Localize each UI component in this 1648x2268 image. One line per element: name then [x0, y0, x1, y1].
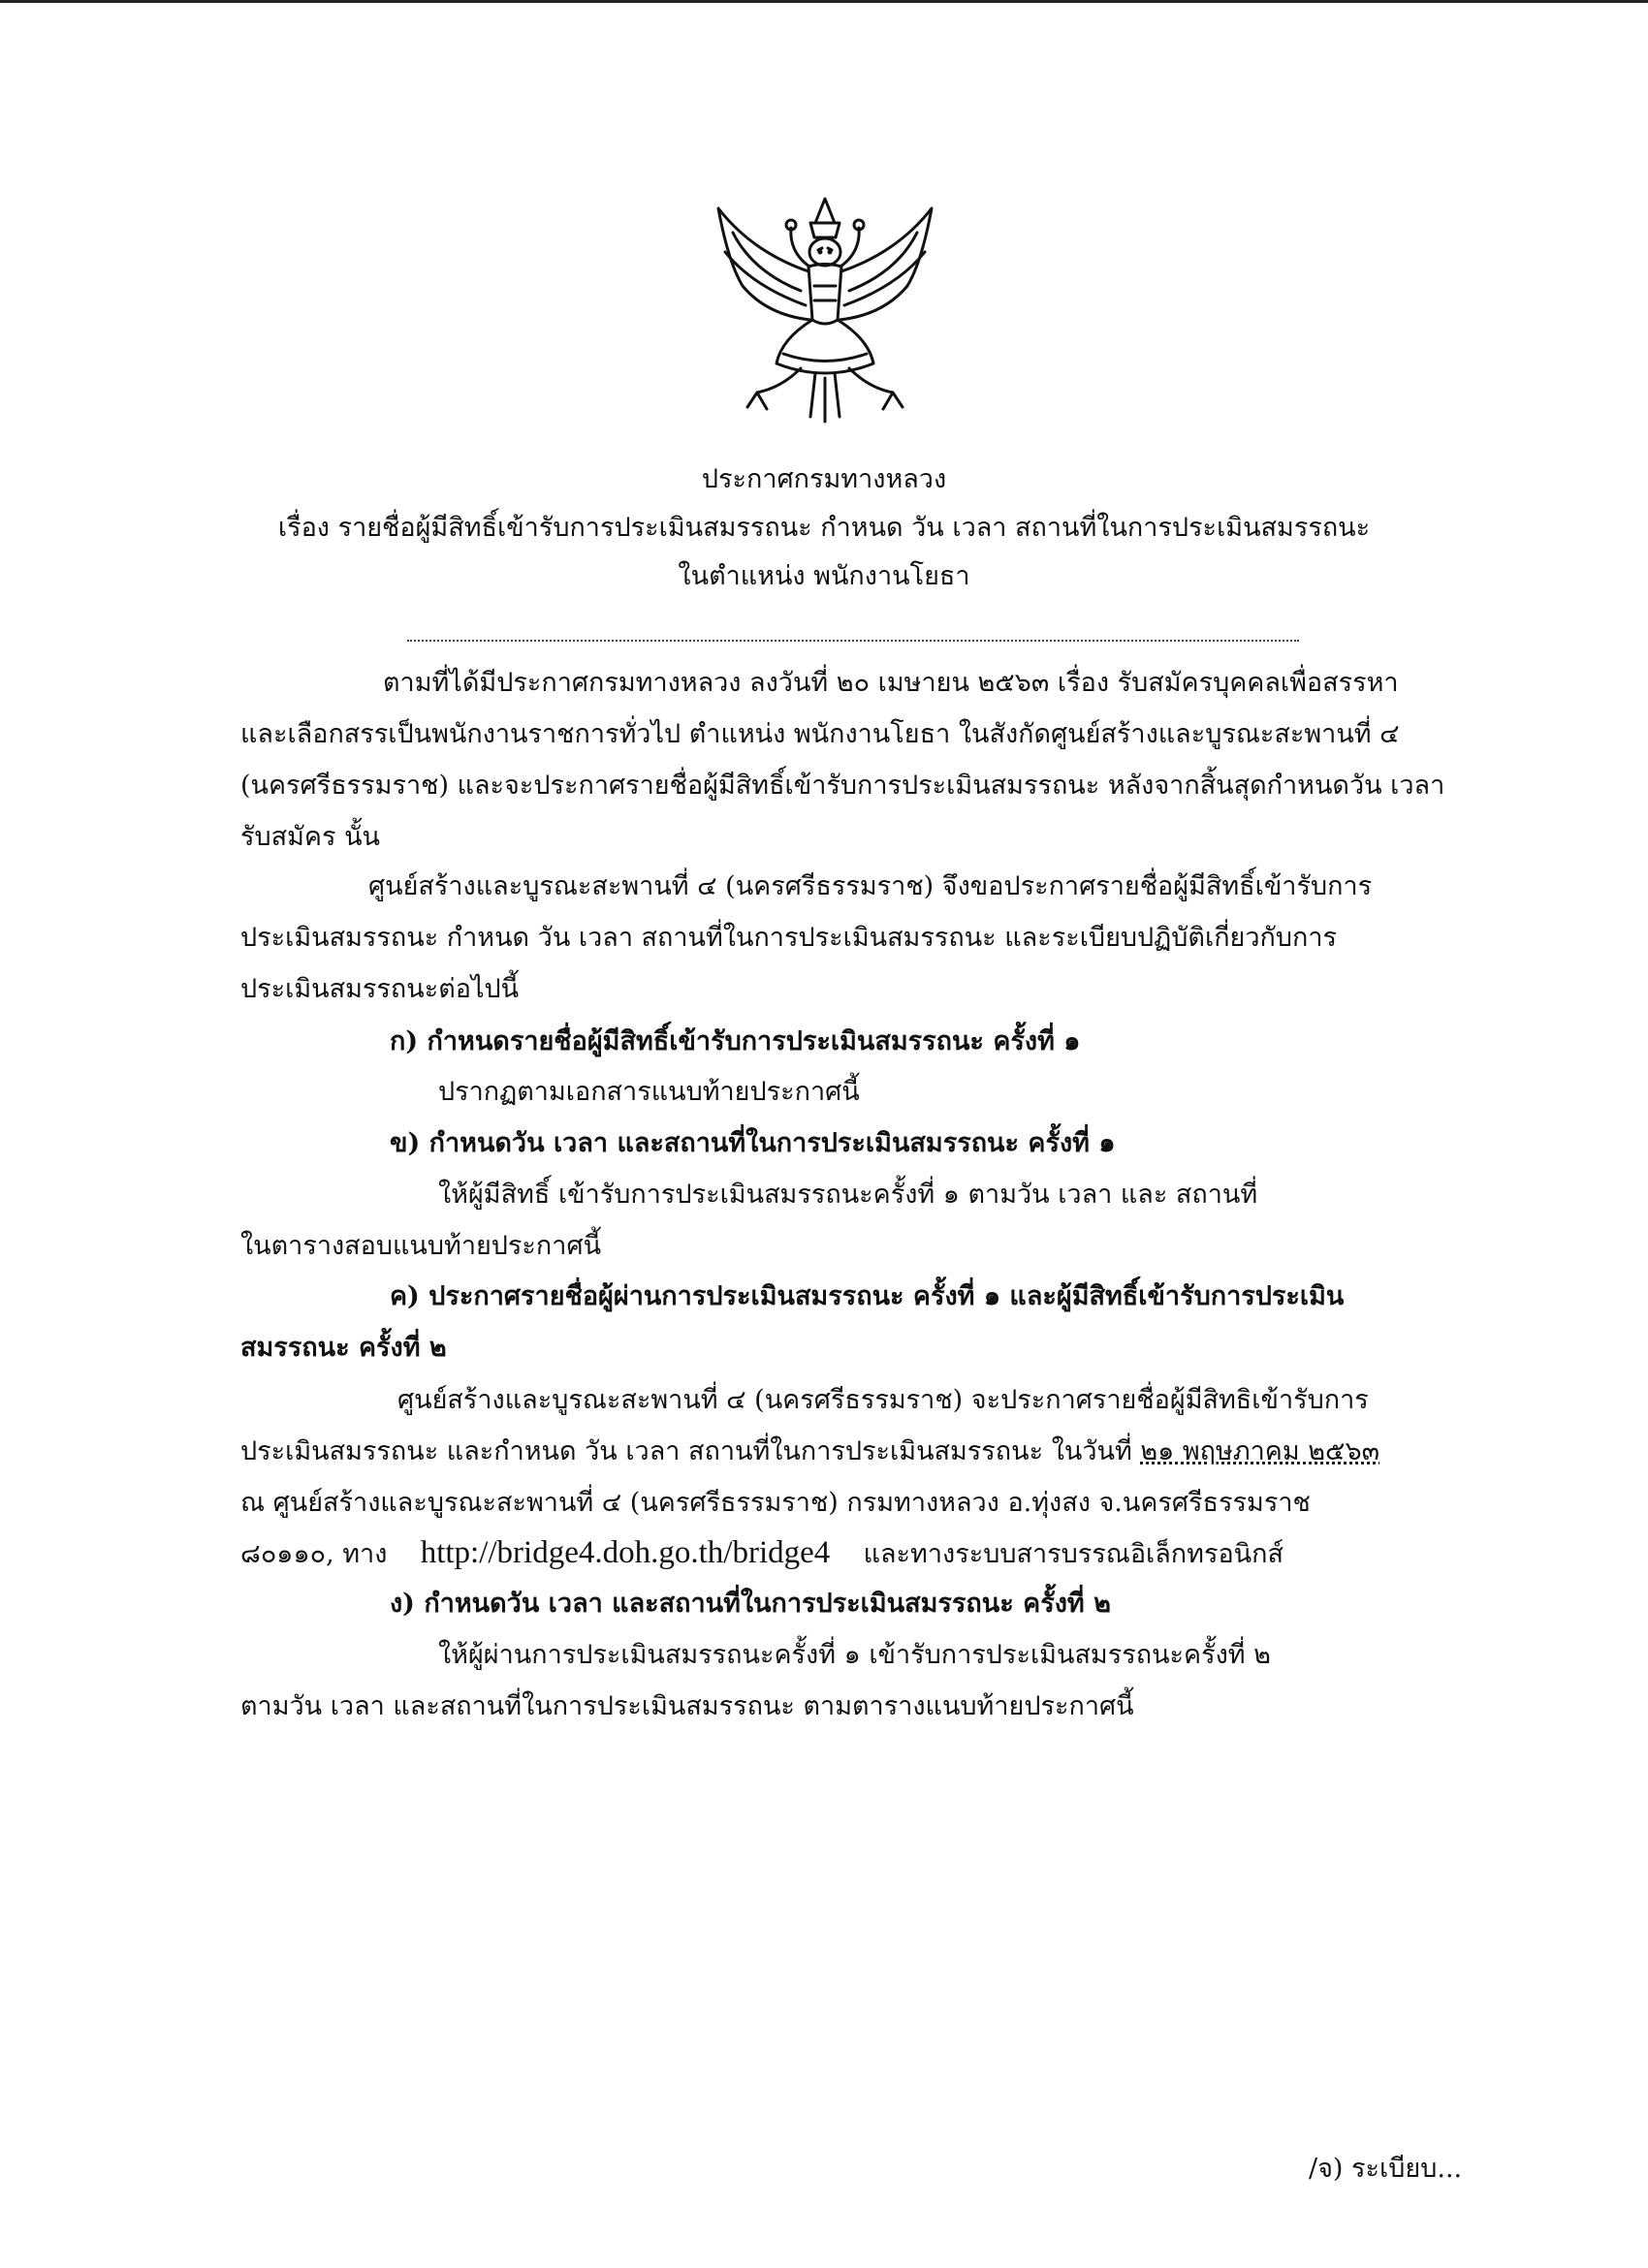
section-b-body-line1: ให้ผู้มีสิทธิ์ เข้ารับการประเมินสมรรถนะครั้งที่ ๑ ตามวัน เวลา และ สถานที่: [438, 1180, 1258, 1210]
section-c-body-line3: ณ ศูนย์สร้างและบูรณะสะพานที่ ๔ (นครศรีธรรมราช) กรมทางหลวง อ.ทุ่งสง จ.นครศรีธรรมราช: [240, 1488, 1311, 1518]
continuation-marker: /จ) ระเบียบ...: [1309, 2154, 1463, 2184]
section-b-body-line2: ในตารางสอบแนบท้ายประกาศนี้: [240, 1231, 602, 1261]
section-c-body-line2-text: ประเมินสมรรถนะ และกำหนด วัน เวลา สถานที่ในการประเมินสมรรถนะ ในวันที่: [240, 1436, 1132, 1466]
para1-line2: และเลือกสรรเป็นพนักงานราชการทั่วไป ตำแหน่ง พนักงานโยธา ในสังกัดศูนย์สร้างและบูรณะสะพานที่ ๔: [240, 719, 1400, 749]
scan-top-border: [0, 0, 1648, 3]
postcode-text: ๘๐๑๑๐, ทาง: [240, 1539, 388, 1569]
bridge4-link[interactable]: http://bridge4.doh.go.th/bridge4: [420, 1535, 831, 1570]
para2-line1: ศูนย์สร้างและบูรณะสะพานที่ ๔ (นครศรีธรรมราช) จึงขอประกาศรายชื่อผู้มีสิทธิ์เข้ารับการ: [368, 871, 1373, 901]
para2-line2: ประเมินสมรรถนะ กำหนด วัน เวลา สถานที่ในการประเมินสมรรถนะ และระเบียบปฏิบัติเกี่ยวกับการ: [240, 923, 1338, 953]
section-d-heading: ง) กำหนดวัน เวลา และสถานที่ในการประเมินสมรรถนะ ครั้งที่ ๒: [390, 1589, 1111, 1619]
section-c-body-line2: [240, 1433, 1379, 1471]
para1-line1: ตามที่ได้มีประกาศกรมทางหลวง ลงวันที่ ๒๐ เมษายน ๒๕๖๓ เรื่อง รับสมัครบุคคลเพื่อสรรหา: [383, 668, 1399, 698]
section-c-heading-line1: ค) ประกาศรายชื่อผู้ผ่านการประเมินสมรรถนะ ครั้งที่ ๑ และผู้มีสิทธิ์เข้ารับการประเมิน: [390, 1281, 1345, 1311]
para1-line4: รับสมัคร นั้น: [240, 822, 380, 852]
garuda-emblem: [713, 194, 936, 426]
section-d-body-line1: ให้ผู้ผ่านการประเมินสมรรถนะครั้งที่ ๑ เข้ารับการประเมินสมรรถนะครั้งที่ ๒: [438, 1640, 1271, 1670]
section-c-heading-line2: สมรรถนะ ครั้งที่ ๒: [240, 1333, 447, 1363]
para1-line3: (นครศรีธรรมราช) และจะประกาศรายชื่อผู้มีสิทธิ์เข้ารับการประเมินสมรรถนะ หลังจากสิ้นสุดกำหนดวัน เวลา: [240, 771, 1445, 801]
section-b-heading: ข) กำหนดวัน เวลา และสถานที่ในการประเมินสมรรถนะ ครั้งที่ ๑: [390, 1128, 1116, 1158]
announcement-date: ๒๑ พฤษภาคม ๒๕๖๓: [1140, 1436, 1380, 1466]
position-line: ในตำแหน่ง พนักงานโยธา: [678, 561, 970, 591]
section-c-body-line4: [240, 1533, 1284, 1574]
subject-line: เรื่อง รายชื่อผู้มีสิทธิ์เข้ารับการประเมินสมรรถนะ กำหนด วัน เวลา สถานที่ในการประเมินสมรรถนะ: [277, 513, 1371, 543]
para2-line3: ประเมินสมรรถนะต่อไปนี้: [240, 974, 520, 1004]
section-a-heading: ก) กำหนดรายชื่อผู้มีสิทธิ์เข้ารับการประเมินสมรรถนะ ครั้งที่ ๑: [390, 1026, 1081, 1056]
section-a-body: ปรากฏตามเอกสารแนบท้ายประกาศนี้: [438, 1077, 860, 1107]
announcement-header: ประกาศกรมทางหลวง: [701, 464, 947, 494]
section-c-body-line1: ศูนย์สร้างและบูรณะสะพานที่ ๔ (นครศรีธรรมราช) จะประกาศรายชื่อผู้มีสิทธิเข้ารับการ: [397, 1385, 1369, 1415]
e-document-text: และทางระบบสารบรรณอิเล็กทรอนิกส์: [863, 1539, 1284, 1569]
section-d-body-line2: ตามวัน เวลา และสถานที่ในการประเมินสมรรถนะ ตามตารางแนบท้ายประกาศนี้: [240, 1691, 1134, 1721]
dotted-separator: [407, 640, 1299, 642]
